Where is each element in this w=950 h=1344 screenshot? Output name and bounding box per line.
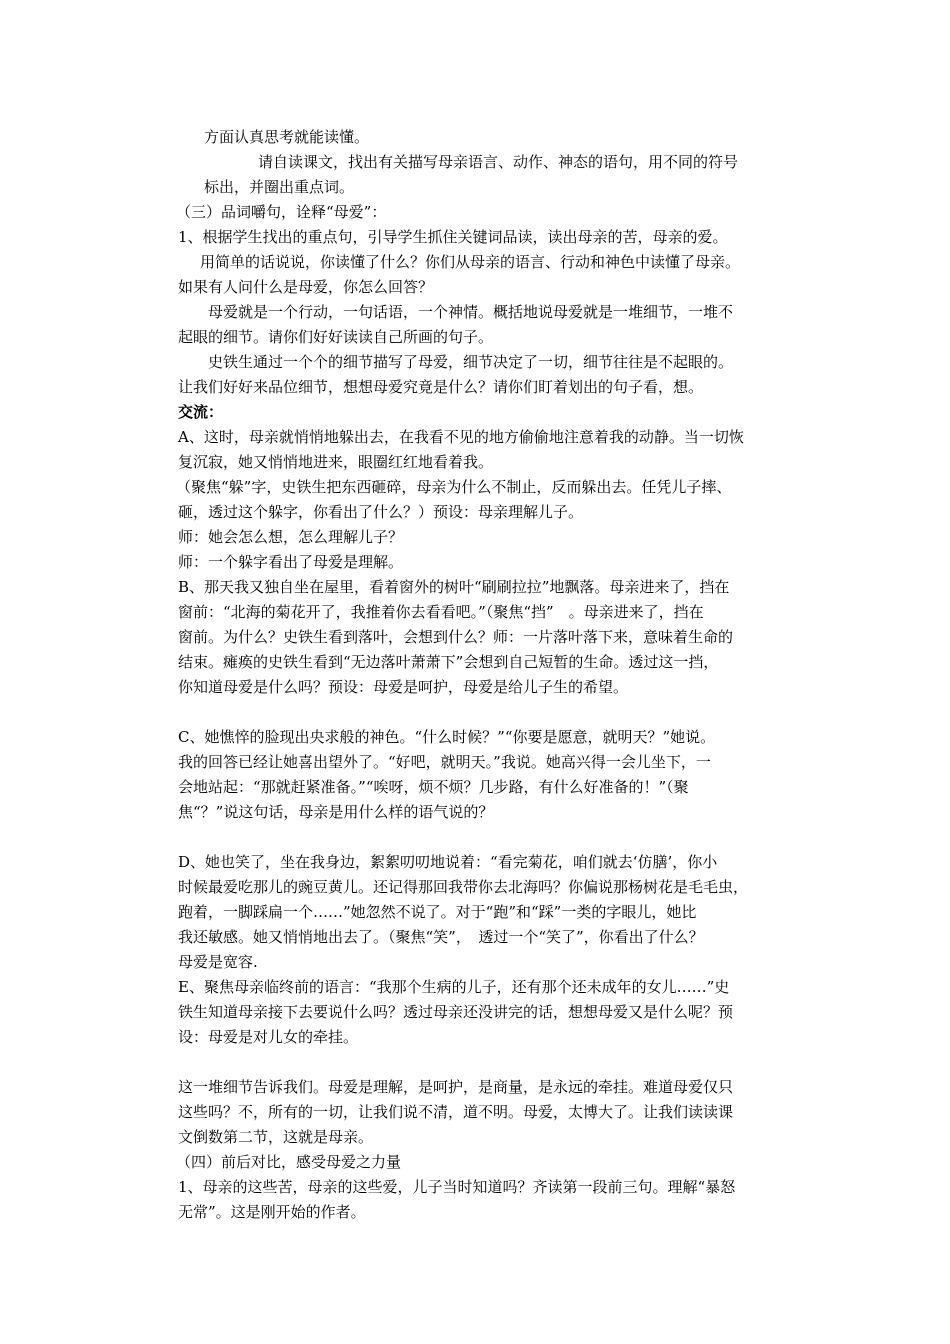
text-line: 你知道母爱是什么吗？预设：母爱是呵护，母爱是给儿子生的希望。 <box>178 678 629 696</box>
text-line: 窗前。为什么？史铁生看到落叶，会想到什么？师：一片落叶落下来，意味着生命的 <box>178 628 734 646</box>
text-line: 结束。瘫痪的史铁生看到“无边落叶萧萧下”会想到自己短暂的生命。透过这一挡， <box>178 653 719 671</box>
text-line: 史铁生通过一个个的细节描写了母爱，细节决定了一切，细节往往是不起眼的。 <box>208 353 734 371</box>
text-line: 母爱是宽容. <box>178 953 258 971</box>
subheading-exchange: 交流： <box>178 403 224 421</box>
section-heading: （四）前后对比，感受母爱之力量 <box>176 1153 402 1171</box>
text-line: D、她也笑了，坐在我身边，絮絮叨叨地说着：“看完菊花，咱们就去‘仿膳’，你小 <box>178 853 718 871</box>
text-line: 时候最爱吃那儿的豌豆黄儿。还记得那回我带你去北海吗？你偏说那杨树花是毛毛虫， <box>178 878 749 896</box>
text-line: A、这时，母亲就悄悄地躲出去，在我看不见的地方偷偷地注意着我的动静。当一切恢 <box>178 428 744 446</box>
text-line: 会地站起：“那就赶紧准备。”“唉呀，烦不烦？几步路，有什么好准备的！”（聚 <box>178 778 689 796</box>
text-line: 砸，透过这个躲字，你看出了什么？）预设：母亲理解儿子。 <box>178 503 584 521</box>
text-line: （聚焦“躲”字，史铁生把东西砸碎，母亲为什么不制止，反而躲出去。任凭儿子摔、 <box>176 478 732 496</box>
text-line: 方面认真思考就能读懂。 <box>204 128 370 146</box>
text-line: 师：她会怎么想，怎么理解儿子？ <box>178 528 404 546</box>
text-line: 跑着，一脚踩扁一个……”她忽然不说了。对于“跑”和“踩”一类的字眼儿，她比 <box>178 903 697 921</box>
text-line: E、聚焦母亲临终前的语言：“我那个生病的儿子，还有那个还未成年的女儿……”史 <box>178 978 730 996</box>
text-line: 复沉寂，她又悄悄地进来，眼圈红红地看着我。 <box>178 453 494 471</box>
text-line: 窗前：“北海的菊花开了，我推着你去看看吧。”（聚焦“挡” 。母亲进来了，挡在 <box>178 603 704 621</box>
text-line: 焦“？”说这句话，母亲是用什么样的语气说的？ <box>178 803 494 821</box>
text-line: 文倒数第二节，这就是母亲。 <box>178 1128 374 1146</box>
text-line: 铁生知道母亲接下去要说什么吗？透过母亲还没讲完的话，想想母爱又是什么呢？预 <box>178 1003 734 1021</box>
text-line: B、那天我又独自坐在屋里，看着窗外的树叶“刷刷拉拉”地飘落。母亲进来了，挡在 <box>178 578 730 596</box>
text-line: 无常”。这是刚开始的作者。 <box>178 1203 366 1221</box>
text-line: 母爱就是一个行动，一句话语，一个神情。概括地说母爱就是一堆细节，一堆不 <box>208 303 734 321</box>
text-line: 师：一个躲字看出了母爱是理解。 <box>178 553 404 571</box>
text-line: 请自读课文，找出有关描写母亲语言、动作、神态的语句，用不同的符号 <box>258 153 739 171</box>
text-line: 设：母爱是对儿女的牵挂。 <box>178 1028 359 1046</box>
text-line: 起眼的细节。请你们好好读读自己所画的句子。 <box>178 328 494 346</box>
text-line: 这一堆细节告诉我们。母爱是理解，是呵护，是商量，是永远的牵挂。难道母爱仅只 <box>178 1078 734 1096</box>
text-line: 这些吗？不，所有的一切，让我们说不清，道不明。母爱，太博大了。让我们读读课 <box>178 1103 734 1121</box>
text-line: C、她憔悴的脸现出央求般的神色。“什么时候？”“你要是愿意，就明天？”她说。 <box>178 728 716 746</box>
text-line: 1、母亲的这些苦，母亲的这些爱，儿子当时知道吗？齐读第一段前三句。理解“暴怒 <box>178 1178 736 1196</box>
text-line: 如果有人问什么是母爱，你怎么回答？ <box>178 278 434 296</box>
text-line: 我的回答已经让她喜出望外了。“好吧，就明天。”我说。她高兴得一会儿坐下，一 <box>178 753 711 771</box>
section-heading: （三）品词嚼句，诠释“母爱”： <box>176 203 387 221</box>
text-line: 用简单的话说说，你读懂了什么？你们从母亲的语言、行动和神色中读懂了母亲。 <box>200 253 741 271</box>
text-line: 1、根据学生找出的重点句，引导学生抓住关键词品读，读出母亲的苦，母亲的爱。 <box>178 228 728 246</box>
text-line: 我还敏感。她又悄悄地出去了。（聚焦“笑”， 透过一个“笑了”，你看出了什么？ <box>178 928 704 946</box>
text-line: 让我们好好来品位细节，想想母爱究竟是什么？请你们盯着划出的句子看，想。 <box>178 378 704 396</box>
text-line: 标出，并圈出重点词。 <box>204 178 355 196</box>
